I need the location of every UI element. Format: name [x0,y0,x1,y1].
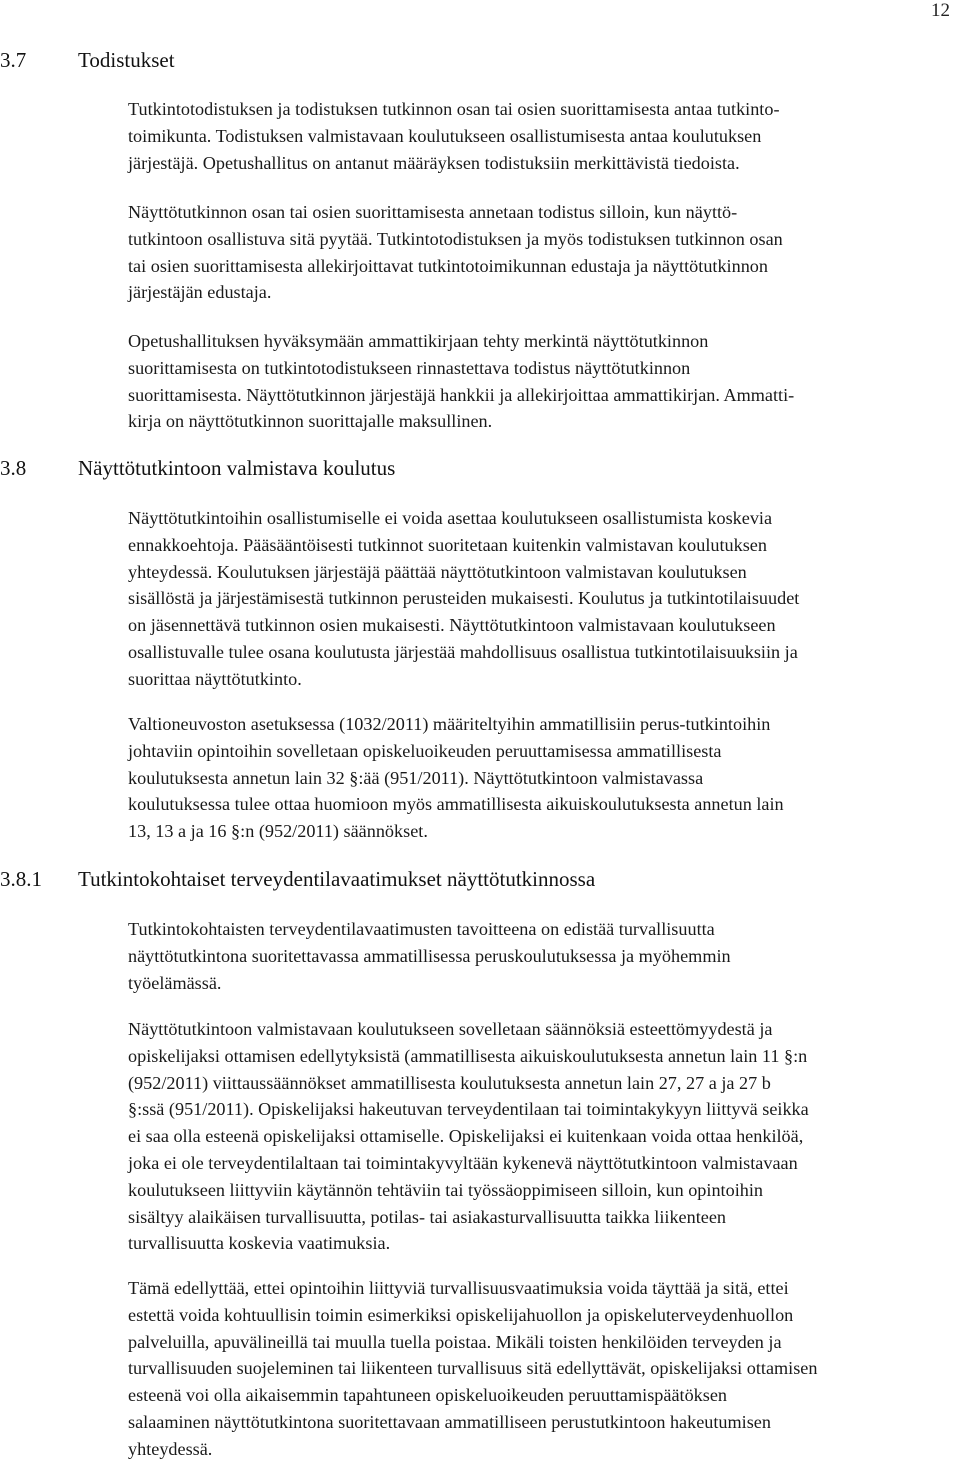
section-number: 3.8 [0,456,27,480]
section-title: Todistukset [78,48,175,72]
section-heading-3-8 [0,455,395,481]
text-line: 13, 13 a ja 16 §:n (952/2011) säännökset. [128,821,428,842]
paragraph-professional-book [128,328,943,435]
text-line: tai osien suorittamisesta allekirjoittavat tutkintotoimikunnan edustaja ja näyttötutkinnon [128,255,768,276]
text-line: koulutuksesta annetun lain 32 §:ää (951/2011). Näyttötutkintoon valmistavassa [128,767,704,788]
text-line: johtaviin opintoihin sovelletaan opiskeluoikeuden peruuttamisessa ammatillisesta [128,740,722,761]
text-line: yhteydessä. Koulutuksen järjestäjä päättää näyttötutkintoon valmistavan koulutuksen [128,561,747,582]
text-line: yhteydessä. [128,1438,213,1459]
text-line: esteenä voi olla aikaisemmin tapahtuneen opiskeluoikeuden peruuttamispäätöksen [128,1385,727,1406]
text-line: joka ei ole terveydentilaltaan tai toimintakyvyltään kykenevä näyttötutkintoon valmistavaan [128,1152,798,1173]
text-line: Valtioneuvoston asetuksessa (1032/2011) määriteltyihin ammatillisiin perus-tutkintoihin [128,714,771,734]
text-line: koulutukseen liittyviin käytännön tehtäviin tai työssäoppimiseen silloin, kun opintoihin [128,1179,763,1200]
paragraph-accessibility-rules [128,1016,960,1257]
text-line: Näyttötutkintoon valmistavaan koulutukseen sovelletaan säännöksiä esteettömyydestä ja [128,1019,773,1039]
page-number: 12 [931,0,950,21]
text-line: opiskelijaksi ottamisen edellytyksistä (ammatillisesta aikuiskoulutuksesta annetun lain 11 §:n [128,1045,808,1066]
text-line: sisältyy alaikäisen turvallisuutta, potilas- tai asiakasturvallisuutta taikka liikenteen [128,1206,727,1227]
text-line: turvallisuutta koskevia vaatimuksia. [128,1233,391,1254]
text-line: ei saa olla esteenä opiskelijaksi ottamiselle. Opiskelijaksi ei kuitenkaan voida ottaa henkilöä, [128,1126,804,1147]
text-line: on jäsennettävä tutkinnon osien mukaisesti. Näyttötutkintoon valmistavaan koulutukseen [128,615,776,636]
text-line: estettä voida kohtuullisin toimin esimerkiksi opiskelijahuollon ja opiskeluterveydenhuollon [128,1304,794,1325]
text-line: Näyttötutkintoihin osallistumiselle ei voida asettaa koulutukseen osallistumista koskevia [128,508,773,528]
text-line: järjestäjä. Opetushallitus on antanut määräyksen todistuksiin merkittävistä tiedoista. [128,152,740,173]
text-line: Tutkintokohtaisten terveydentilavaatimusten tavoitteena on edistää turvallisuutta [128,919,715,939]
paragraph-government-decree [128,711,953,845]
text-line: Näyttötutkinnon osan tai osien suorittamisesta annetaan todistus silloin, kun näyttö- [128,202,738,222]
text-line: tutkintoon osallistuva sitä pyytää. Tutkintotodistuksen ja myös todistuksen tutkinnon osan [128,228,783,249]
text-line: suorittamisesta. Näyttötutkinnon järjestäjä hankkii ja allekirjoittaa ammattikirjan. Ammatti- [128,384,795,405]
text-line: osallistuvalle tulee osana koulutusta järjestää mahdollisuus osallistua tutkintotilaisuuksiin ja [128,641,798,662]
text-line: järjestäjän edustaja. [128,282,272,303]
paragraph-partial-certificate [128,199,943,306]
text-line: kirja on näyttötutkinnon suorittajalle maksullinen. [128,411,493,432]
section-heading-3-7 [0,47,175,73]
section-heading-3-8-1 [0,866,595,892]
section-title: Tutkintokohtaiset terveydentilavaatimukset näyttötutkinnossa [78,867,596,891]
section-number: 3.8.1 [0,867,42,891]
text-line: (952/2011) viittaussäännökset ammatillisesta koulutuksesta annetun lain 27, 27 a ja 27 b [128,1072,771,1093]
text-line: ennakkoehtoja. Pääsääntöisesti tutkinnot suoritetaan kuitenkin valmistavan koulutuksen [128,534,767,555]
text-line: näyttötutkintona suoritettavassa ammatillisessa peruskoulutuksessa ja myöhemmin [128,945,731,966]
paragraph-certificates-issuer [128,96,938,176]
paragraph-preparatory-training [128,505,953,693]
text-line: työelämässä. [128,972,222,993]
paragraph-safety-obstacles [128,1275,960,1463]
section-title: Näyttötutkintoon valmistava koulutus [78,456,396,480]
text-line: Tämä edellyttää, ettei opintoihin liittyviä turvallisuusvaatimuksia voida täyttää ja sitä, ettei [128,1278,789,1298]
text-line: toimikunta. Todistuksen valmistavaan koulutukseen osallistumisesta antaa koulutuksen [128,125,762,146]
text-line: §:ssä (951/2011). Opiskelijaksi hakeutuvan terveydentilaan tai toimintakykyyn liittyvä seikka [128,1099,809,1120]
text-line: Tutkintotodistuksen ja todistuksen tutkinnon osan tai osien suorittamisesta antaa tutkinto- [128,99,780,119]
text-line: palveluilla, apuvälineillä tai muulla tuella poistaa. Mikäli toisten henkilöiden terveyden ja [128,1331,782,1352]
text-line: koulutuksessa tulee ottaa huomioon myös ammatillisesta aikuiskoulutuksesta annetun lain [128,794,784,815]
text-line: suorittaa näyttötutkinto. [128,668,302,689]
text-line: Opetushallituksen hyväksymään ammattikirjaan tehty merkintä näyttötutkinnon [128,331,709,351]
text-line: sisällöstä ja järjestämisestä tutkinnon perusteiden mukaisesti. Koulutus ja tutkintotilaisuudet [128,588,800,609]
paragraph-health-requirements-goal [128,916,953,996]
text-line: suorittamisesta on tutkintotodistukseen rinnastettava todistus näyttötutkinnon [128,357,691,378]
section-number: 3.7 [0,48,27,72]
text-line: salaaminen näyttötutkintona suoritettavaan ammatilliseen perustutkintoon hakeutumisen [128,1411,771,1432]
text-line: turvallisuuden suojeleminen tai liikenteen turvallisuus sitä edellyttävät, opiskelijaksi ottamisen [128,1358,818,1379]
